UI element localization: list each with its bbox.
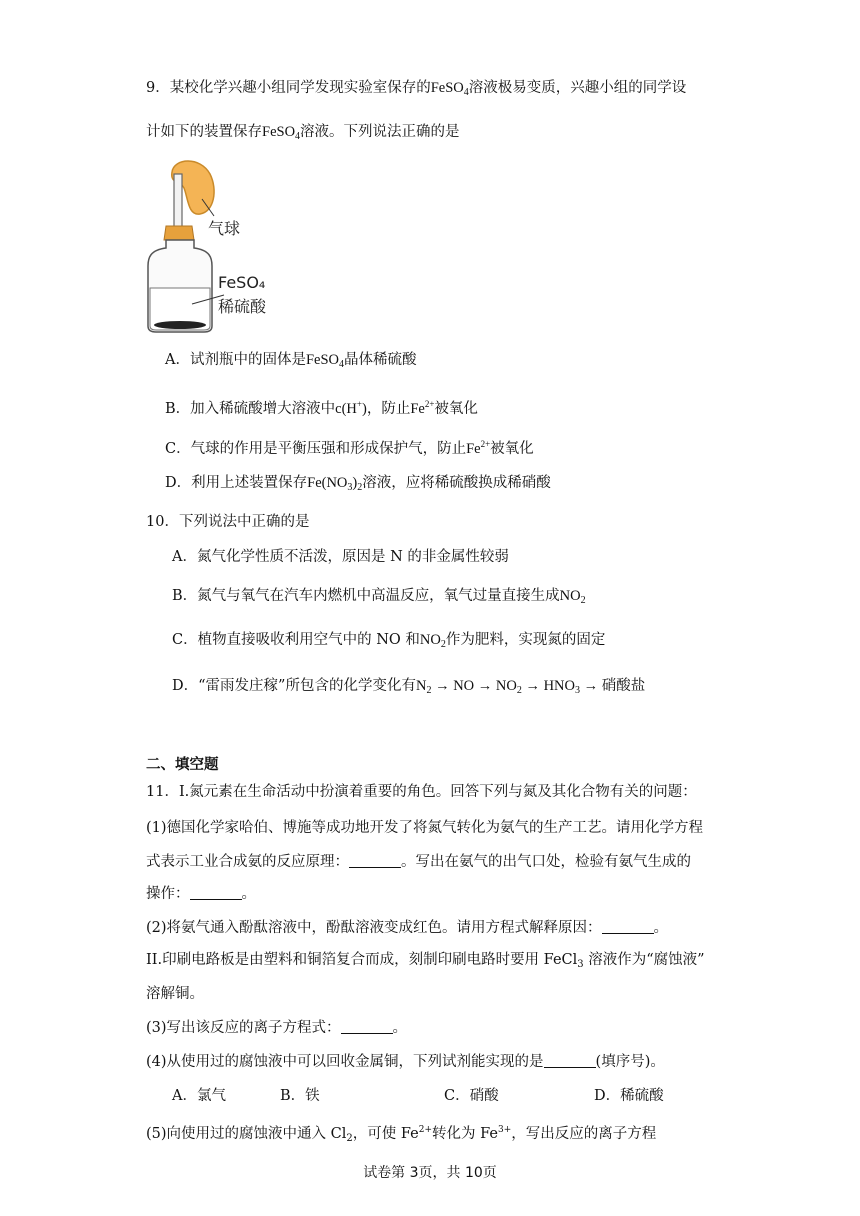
q10-option-a: A．氮气化学性质不活泼，原因是 N 的非金属性较弱 [172, 549, 509, 565]
q11-line9: (4)从使用过的腐蚀液中可以回收金属铜，下列试剂能实现的是 (填序号)。 [146, 1054, 665, 1070]
formula-feso4: FeSO$_4$ [430, 80, 469, 98]
q10-option-b: B．氮气与氧气在汽车内燃机中高温反应，氧气过量直接生成$NO_2$ [172, 588, 586, 606]
q9-stem-line2: 计如下的装置保存FeSO$_4$溶液。下列说法正确的是 [146, 124, 460, 142]
q11-line11: (5)向使用过的腐蚀液中通入 $Cl_2$，可使 $Fe^{2+}$转化为 $Fe^{3+}$，写出反应的离子方程 [146, 1125, 657, 1144]
q9-option-a: A．试剂瓶中的固体是FeSO$_4$晶体稀硫酸 [165, 352, 417, 370]
stopper [164, 226, 194, 240]
q9-stem-line1: 9．某校化学兴趣小组同学发现实验室保存的FeSO$_4$溶液极易变质，兴趣小组的同学设 [146, 80, 687, 98]
q11-line6: II.印刷电路板是由塑料和铜箔复合而成，刻制印刷电路时要用 FeCl$_3$ 溶液作为“腐蚀液” [146, 952, 705, 970]
label-dilute-sulfuric: 稀硫酸 [218, 297, 267, 316]
answer-blank[interactable] [544, 1053, 596, 1068]
q11-line5: (2)将氨气通入酚酞溶液中，酚酞溶液变成红色。请用方程式解释原因： 。 [146, 920, 669, 936]
answer-blank[interactable] [190, 885, 242, 900]
q11-option-c: C．硝酸 [444, 1088, 499, 1104]
q11-line8: (3)写出该反应的离子方程式： 。 [146, 1020, 408, 1036]
label-feso4: FeSO₄ [218, 273, 266, 292]
formula-feso4: FeSO$_4$ [262, 124, 301, 142]
q11-line7: 溶解铜。 [146, 986, 204, 1002]
q10-option-c: C．植物直接吸收利用空气中的 NO 和$NO_2$作为肥料，实现氮的固定 [172, 632, 606, 650]
q10-option-d: D．“雷雨发庄稼”所包含的化学变化有$N_2$ → NO → $NO_2 \to HNO_3$ → 硝酸盐 [172, 678, 646, 696]
q11-option-d: D．稀硫酸 [594, 1088, 664, 1104]
apparatus-figure [140, 154, 290, 336]
q11-option-a: A．氯气 [172, 1088, 226, 1104]
q9-option-d: D．利用上述装置保存$Fe(NO_3)_2$溶液，应将稀硫酸换成稀硝酸 [165, 475, 551, 493]
q11-line2: (1)德国化学家哈伯、博施等成功地开发了将氮气转化为氨气的生产工艺。请用化学方程 [146, 820, 704, 836]
section-title: 二、填空题 [146, 757, 219, 773]
answer-blank[interactable] [341, 1019, 393, 1034]
q11-option-b: B．铁 [280, 1088, 320, 1104]
q10-stem: 10．下列说法中正确的是 [146, 514, 310, 530]
answer-blank[interactable] [602, 919, 654, 934]
page-footer: 试卷第 3页，共 10页 [363, 1165, 497, 1181]
answer-blank[interactable] [349, 853, 401, 868]
q9-option-c: C．气球的作用是平衡压强和形成保护气，防止$Fe^{2+}$被氧化 [165, 439, 534, 457]
q11-line4: 操作： 。 [146, 886, 256, 902]
solid-crystals [154, 321, 206, 329]
q9-option-b: B．加入稀硫酸增大溶液中c(H+)，防止$Fe^{2+}$被氧化 [165, 399, 478, 417]
q11-line3: 式表示工业合成氨的反应原理： 。写出在氨气的出气口处，检验有氨气生成的 [146, 854, 691, 870]
q11-line1: 11．I.氮元素在生命活动中扮演着重要的角色。回答下列与氮及其化合物有关的问题： [146, 784, 697, 800]
label-balloon: 气球 [208, 219, 241, 238]
